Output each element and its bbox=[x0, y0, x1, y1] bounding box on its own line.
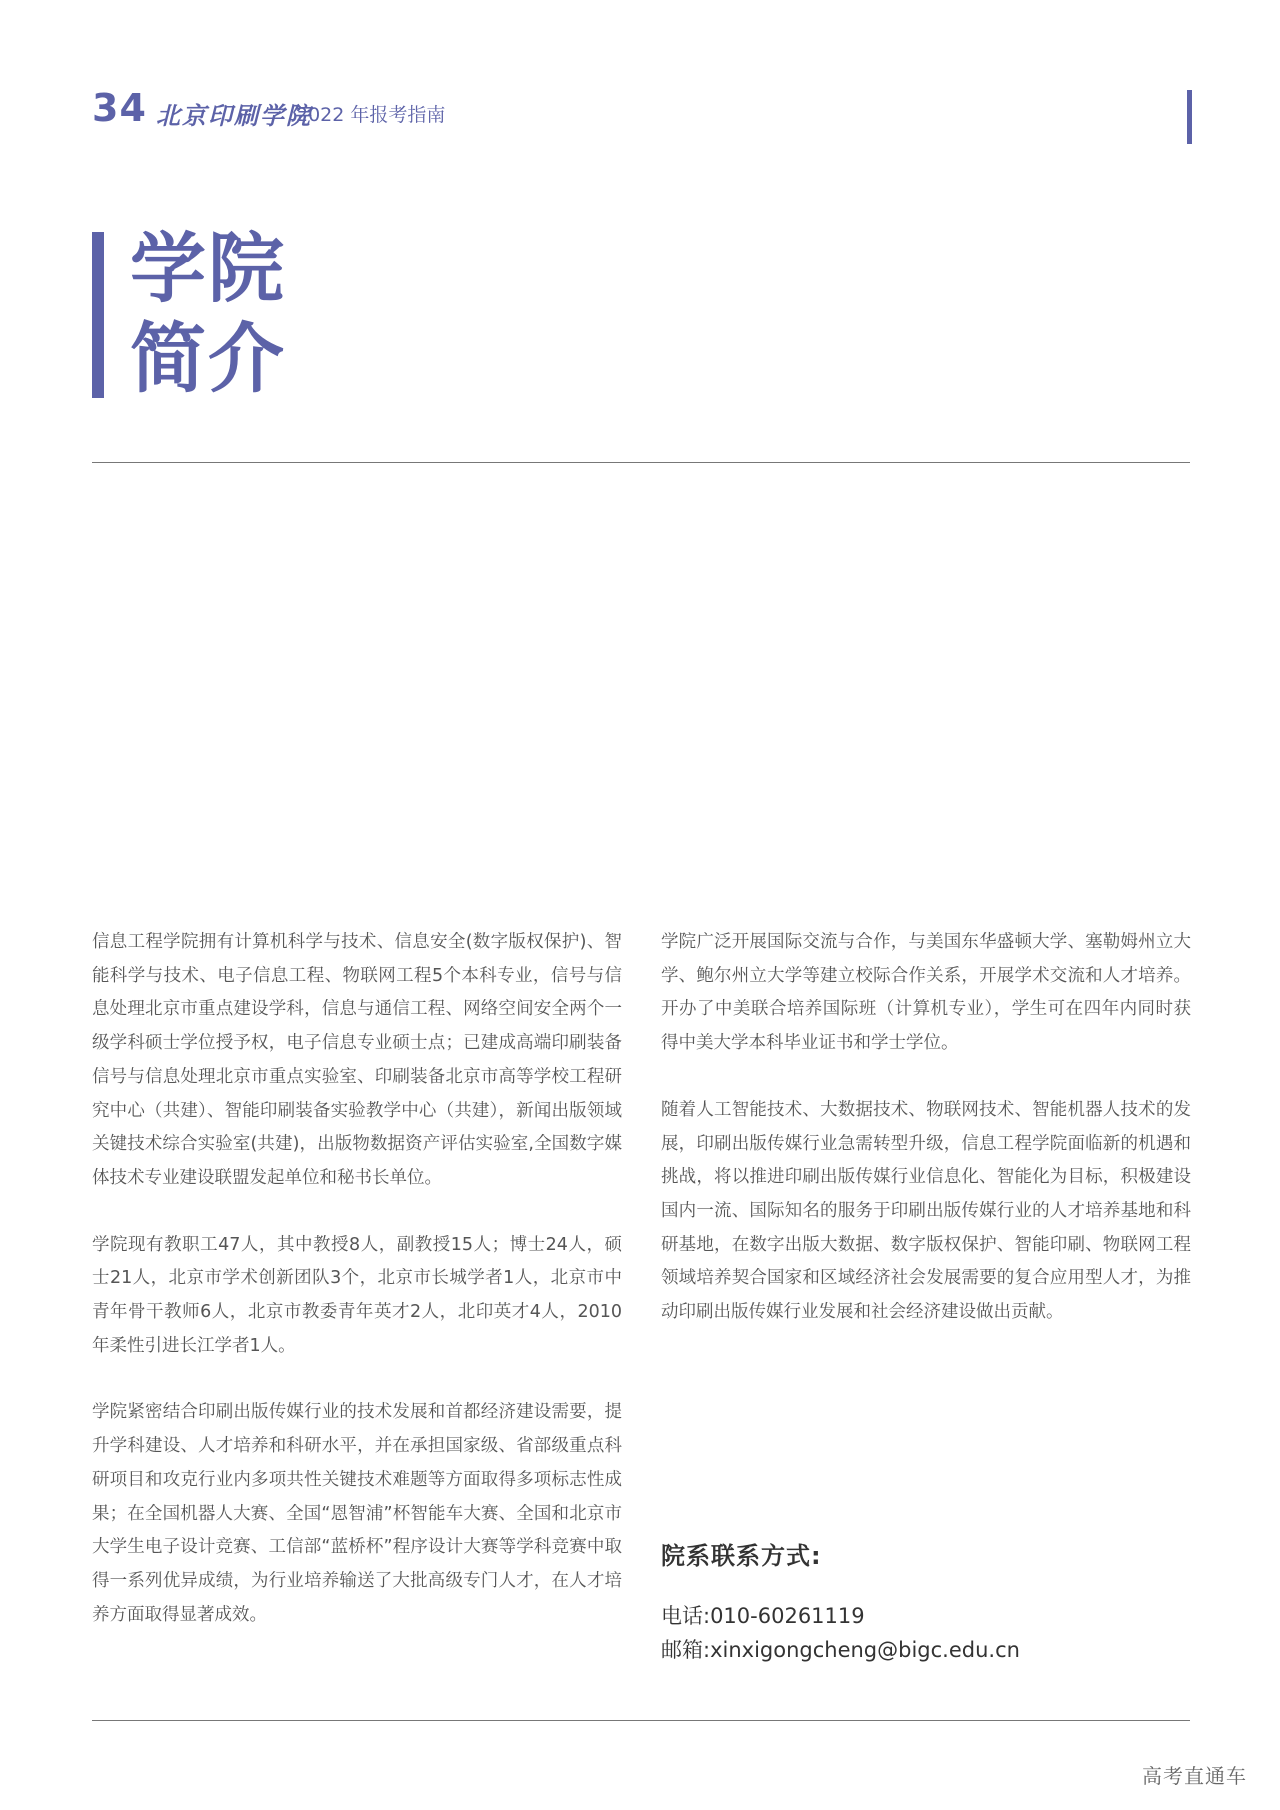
contact-email: 邮箱:xinxigongcheng@bigc.edu.cn bbox=[661, 1638, 1020, 1662]
right-text-column bbox=[661, 926, 1191, 1363]
guide-title: 2022 年报考指南 bbox=[296, 104, 446, 126]
section-title-line-1: 学院 bbox=[130, 224, 286, 313]
paragraph-achievements: 学院紧密结合印刷出版传媒行业的技术发展和首都经济建设需要，提升学科建设、人才培养和科研水平，并在承担国家级、省部级重点科研项目和攻克行业内多项共性关键技术难题等方面取得多项标志性成果；在全国机器人大赛、全国“恩智浦”杯智能车大赛、全国和北京市大学生电子设计竞赛、工信部“蓝桥杯”程序设计大赛等学科竞赛中取得一系列优异成绩，为行业培养输送了大批高级专门人才，在人才培养方面取得显著成效。 bbox=[92, 1402, 622, 1625]
left-text-column bbox=[92, 926, 622, 1665]
watermark: 高考直通车 bbox=[1142, 1764, 1247, 1788]
paragraph-overview: 信息工程学院拥有计算机科学与技术、信息安全(数字版权保护)、智能科学与技术、电子信息工程、物联网工程5个本科专业，信号与信息处理北京市重点建设学科，信息与通信工程、网络空间安全两个一级学科硕士学位授予权，电子信息专业硕士点；已建成高端印刷装备信号与信息处理北京市重点实验室、印刷装备北京市高等学校工程研究中心（共建）、智能印刷装备实验教学中心（共建），新闻出版领域关键技术综合实验室(共建)，出版物数据资产评估实验室,全国数字媒体技术专业建设联盟发起单位和秘书长单位。 bbox=[92, 932, 622, 1188]
paragraph-international: 学院广泛开展国际交流与合作，与美国东华盛顿大学、塞勒姆州立大学、鲍尔州立大学等建立校际合作关系，开展学术交流和人才培养。开办了中美联合培养国际班（计算机专业），学生可在四年内同时获得中美大学本科毕业证书和学士学位。 bbox=[661, 932, 1191, 1054]
page-number: 34 bbox=[92, 86, 147, 130]
title-accent-bar bbox=[92, 232, 104, 398]
contact-heading: 院系联系方式: bbox=[661, 1542, 822, 1570]
school-logo: 北京印刷学院 bbox=[156, 101, 312, 130]
paragraph-faculty: 学院现有教职工47人，其中教授8人，副教授15人；博士24人，硕士21人，北京市学术创新团队3个，北京市长城学者1人，北京市中青年骨干教师6人，北京市教委青年英才2人，北印英才4人，2010年柔性引进长江学者1人。 bbox=[92, 1234, 622, 1356]
section-title-line-2: 简介 bbox=[130, 314, 286, 403]
top-divider bbox=[92, 462, 1190, 463]
paragraph-development: 随着人工智能技术、大数据技术、物联网技术、智能机器人技术的发展，印刷出版传媒行业急需转型升级，信息工程学院面临新的机遇和挑战，将以推进印刷出版传媒行业信息化、智能化为目标，积极建设国内一流、国际知名的服务于印刷出版传媒行业的人才培养基地和科研基地，在数字出版大数据、数字版权保护、智能印刷、物联网工程领域培养契合国家和区域经济社会发展需要的复合应用型人才，为推动印刷出版传媒行业发展和社会经济建设做出贡献。 bbox=[661, 1099, 1191, 1323]
bottom-divider bbox=[92, 1720, 1190, 1721]
contact-phone: 电话:010-60261119 bbox=[661, 1604, 865, 1628]
header-accent-bar bbox=[1187, 90, 1192, 144]
